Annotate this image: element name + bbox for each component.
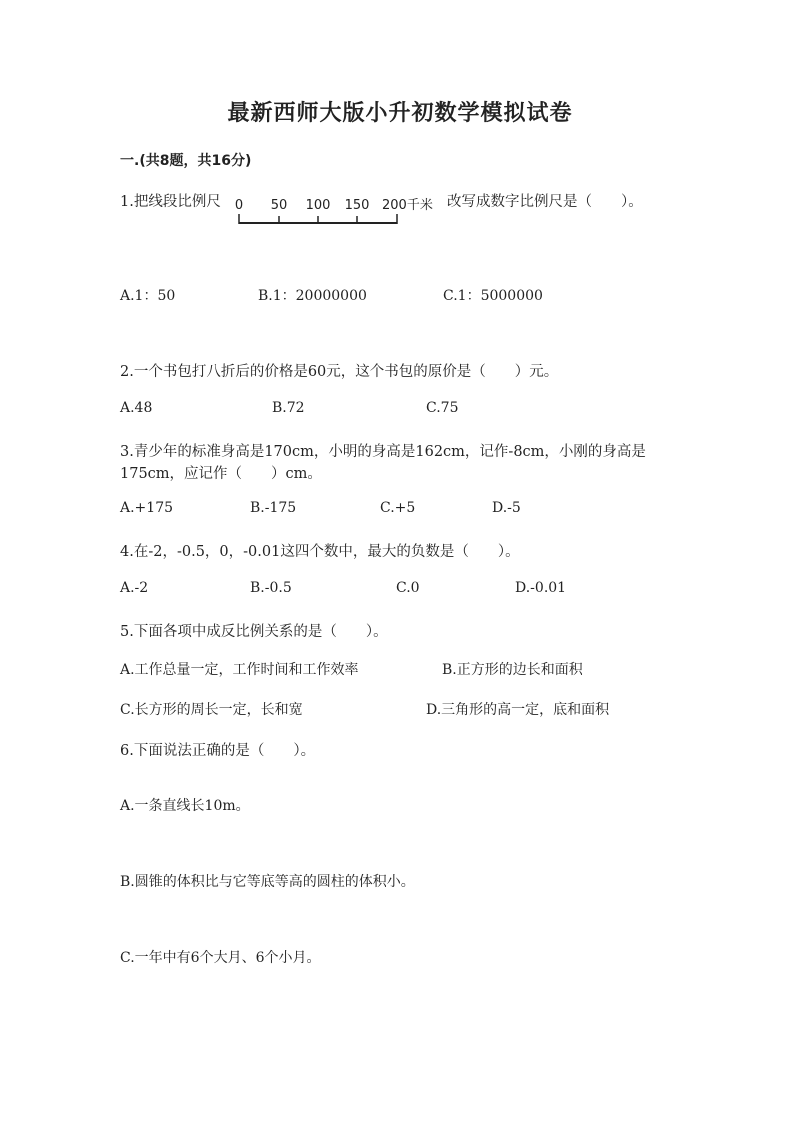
scale-tick-label: 150 (344, 198, 370, 213)
scale-tick-label: 200千米 (382, 198, 433, 213)
q2-option-a: A.48 (120, 400, 153, 416)
scale-tick-label: 0 (234, 198, 244, 213)
section-heading: 一.(共8题，共16分) (120, 153, 252, 169)
q4-option-a: A.-2 (120, 580, 149, 596)
q5-option-d: D.三角形的高一定，底和面积 (426, 702, 610, 718)
q3-option-c: C.+5 (380, 500, 416, 516)
q2-option-b: B.72 (272, 400, 305, 416)
q3-option-d: D.-5 (492, 500, 521, 516)
q1-option-c: C.1：5000000 (443, 288, 543, 304)
question-1-suffix: 改写成数字比例尺是（ ）。 (447, 194, 643, 210)
question-6-text: 6.下面说法正确的是（ ）。 (120, 743, 316, 759)
q3-option-b: B.-175 (250, 500, 297, 516)
q4-option-c: C.0 (396, 580, 420, 596)
q4-option-b: B.-0.5 (250, 580, 292, 596)
page-title: 最新西师大版小升初数学模拟试卷 (227, 100, 573, 126)
q6-option-b: B.圆锥的体积比与它等底等高的圆柱的体积小。 (120, 874, 415, 890)
question-1-prefix: 1.把线段比例尺 (120, 194, 221, 210)
q4-option-d: D.-0.01 (515, 580, 567, 596)
scale-tick-label: 100 (305, 198, 331, 213)
question-3-line-2: 175cm，应记作（ ）cm。 (120, 466, 322, 482)
q2-option-c: C.75 (426, 400, 459, 416)
scale-bar-diagram (232, 192, 447, 228)
q6-option-c: C.一年中有6个大月、6个小月。 (120, 950, 321, 966)
q5-option-c: C.长方形的周长一定，长和宽 (120, 702, 303, 718)
q1-option-a: A.1：50 (120, 288, 176, 304)
question-5-text: 5.下面各项中成反比例关系的是（ ）。 (120, 624, 388, 640)
q5-option-b: B.正方形的边长和面积 (442, 662, 583, 678)
q6-option-a: A.一条直线长10m。 (120, 798, 250, 814)
question-2-text: 2.一个书包打八折后的价格是60元，这个书包的原价是（ ）元。 (120, 364, 559, 380)
q5-option-a: A.工作总量一定，工作时间和工作效率 (120, 662, 359, 678)
q1-option-b: B.1：20000000 (258, 288, 367, 304)
question-3-line-1: 3.青少年的标准身高是170cm，小明的身高是162cm，记作-8cm，小刚的身高是 (120, 444, 646, 460)
q3-option-a: A.+175 (120, 500, 174, 516)
question-4-text: 4.在-2，-0.5，0，-0.01这四个数中，最大的负数是（ ）。 (120, 544, 520, 560)
scale-tick-label: 50 (270, 198, 288, 213)
